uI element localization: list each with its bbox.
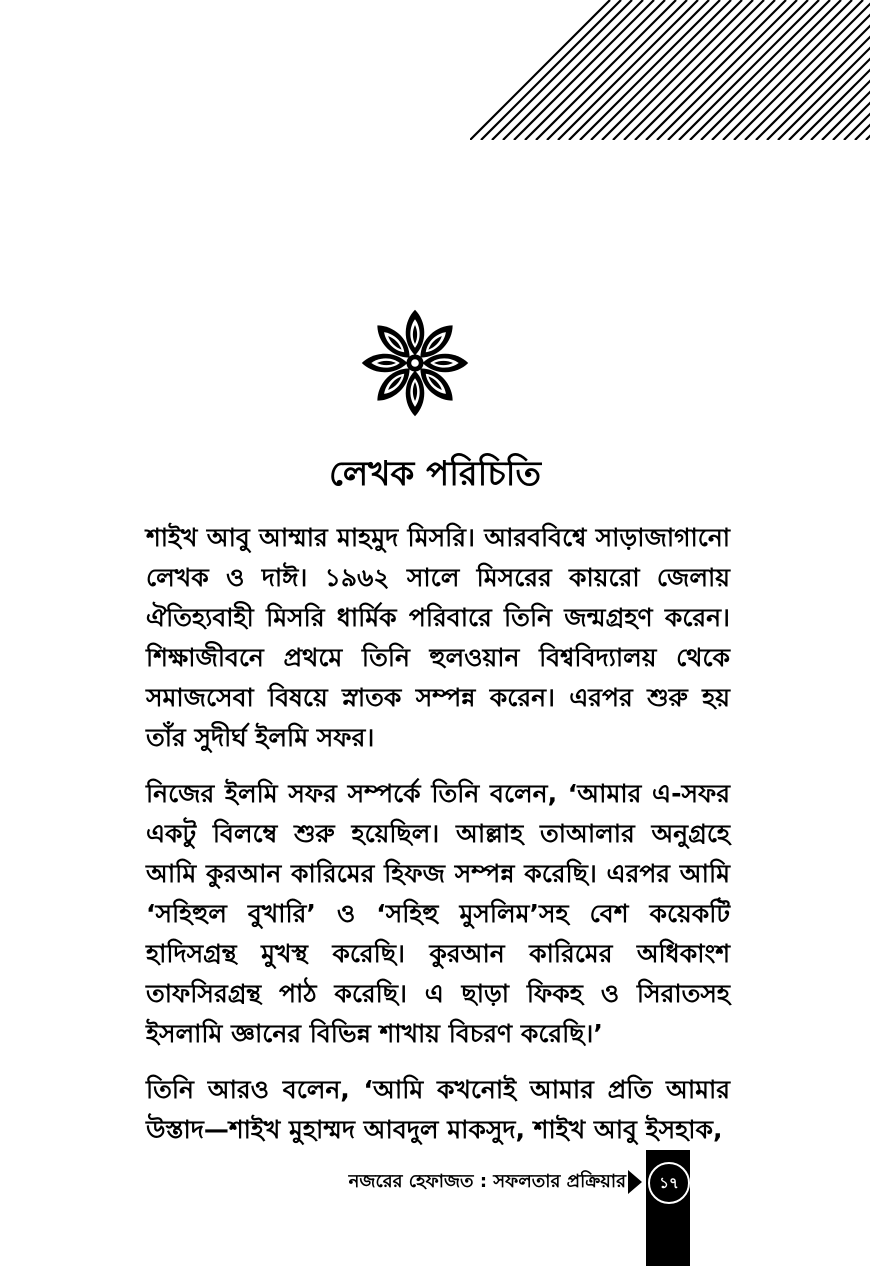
author-bio bbox=[146, 518, 730, 1166]
page-footer bbox=[0, 1150, 870, 1266]
page-number: ১৭ bbox=[648, 1162, 690, 1204]
paragraph: তিনি আরও বলেন, ‘আমি কখনোই আমার প্রতি আমার উস্তাদ—শাইখ মুহাম্মদ আবদুল মাকসুদ, শাইখ আবু ইসহাক, bbox=[146, 1075, 730, 1144]
flower-ornament-icon bbox=[358, 306, 472, 420]
running-title: নজরের হেফাজত : সফলতার প্রক্রিয়ার bbox=[348, 1171, 626, 1192]
paragraph: নিজের ইলমি সফর সম্পর্কে তিনি বলেন, ‘আমার এ-সফর একটু বিলম্বে শুরু হয়েছিল। আল্লাহ তাআলার অনুগ্রহে আমি কুরআন কারিমের হিফজ সম্পন্ন করেছি। এরপর আমি ‘সহিহুল বুখারি’ ও ‘সহিহু মুসলিম’সহ বেশ কয়েকটি হাদিসগ্রন্থ মুখস্থ করেছি। কুরআন কারিমের অধিকাংশ তাফসিরগ্রন্থ পাঠ করেছি। এ ছাড়া ফিকহ ও সিরাতসহ ইসলামি জ্ঞানের বিভিন্ন শাখায় বিচরণ করেছি।’ bbox=[146, 779, 730, 1048]
page-title: লেখক পরিচিতি bbox=[329, 454, 541, 494]
arrow-right-icon bbox=[628, 1170, 642, 1194]
corner-hatch-decoration bbox=[470, 0, 870, 140]
paragraph: শাইখ আবু আম্মার মাহমুদ মিসরি। আরববিশ্বে সাড়াজাগানো লেখক ও দাঈ। ১৯৬২ সালে মিসরের কায়রো জেলায় ঐতিহ্যবাহী মিসরি ধার্মিক পরিবারে তিনি জন্মগ্রহণ করেন। শিক্ষাজীবনে প্রথমে তিনি হুলওয়ান বিশ্ববিদ্যালয় থেকে সমাজসেবা বিষয়ে স্নাতক সম্পন্ন করেন। এরপর শুরু হয় তাঁর সুদীর্ঘ ইলমি সফর। bbox=[146, 523, 730, 752]
